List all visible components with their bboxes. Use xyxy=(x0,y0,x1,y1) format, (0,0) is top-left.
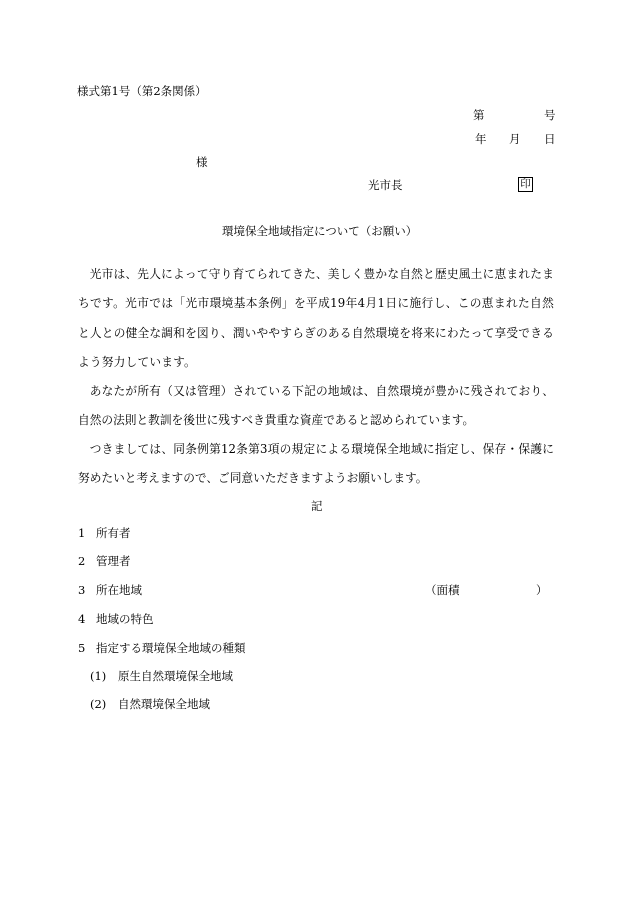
seal-mark: 印 xyxy=(518,177,533,192)
date-month: 月 xyxy=(509,132,521,146)
date-day: 日 xyxy=(544,132,556,146)
subitem-number: (1) xyxy=(90,669,107,683)
date-year: 年 xyxy=(475,132,487,146)
item-features-label: 地域の特色 xyxy=(96,612,154,626)
body-paragraph-3: つきましては、同条例第12条第3項の規定による環境保全地域に指定し、保存・保護に努めたいと考えますので、ご同意いただきますようお願いします。 xyxy=(78,442,554,486)
item-number: 1 xyxy=(78,526,86,540)
item-number: 2 xyxy=(78,554,86,568)
body-paragraph-2: あなたが所有（又は管理）されている下記の地域は、自然環境が豊かに残されており、自然の法則と教訓を後世に残すべき貴重な資産であると認められています。 xyxy=(78,384,554,428)
subitem-natural-label: 自然環境保全地域 xyxy=(118,697,210,711)
area-open-label: （面積 xyxy=(425,583,460,597)
document-number-prefix: 第 xyxy=(473,108,485,122)
body-paragraph-1: 光市は、先人によって守り育てられてきた、美しく豊かな自然と歴史風土に恵まれたまちです。光市では「光市環境基本条例」を平成19年4月1日に施行し、この恵まれた自然と人との健全な調和を図り、潤いややすらぎのある自然環境を将来にわたって享受できるよう努力しています。 xyxy=(78,267,554,369)
item-number: 5 xyxy=(78,641,86,655)
addressee-honorific: 様 xyxy=(196,155,208,169)
document-title: 環境保全地域指定について（お願い） xyxy=(222,224,418,238)
item-number: 4 xyxy=(78,612,86,626)
ki-heading: 記 xyxy=(311,499,323,513)
item-owner-label: 所有者 xyxy=(96,526,131,540)
form-number: 様式第1号（第2条関係） xyxy=(77,84,207,98)
item-location-label: 所在地域 xyxy=(96,583,142,597)
item-area-type-label: 指定する環境保全地域の種類 xyxy=(96,641,246,655)
item-number: 3 xyxy=(78,583,86,597)
document-number-suffix: 号 xyxy=(544,108,556,122)
area-close-paren: ） xyxy=(536,583,548,597)
subitem-primeval-label: 原生自然環境保全地域 xyxy=(118,669,233,683)
subitem-number: (2) xyxy=(90,697,107,711)
sender-name: 光市長 xyxy=(368,178,403,192)
item-manager-label: 管理者 xyxy=(96,554,131,568)
